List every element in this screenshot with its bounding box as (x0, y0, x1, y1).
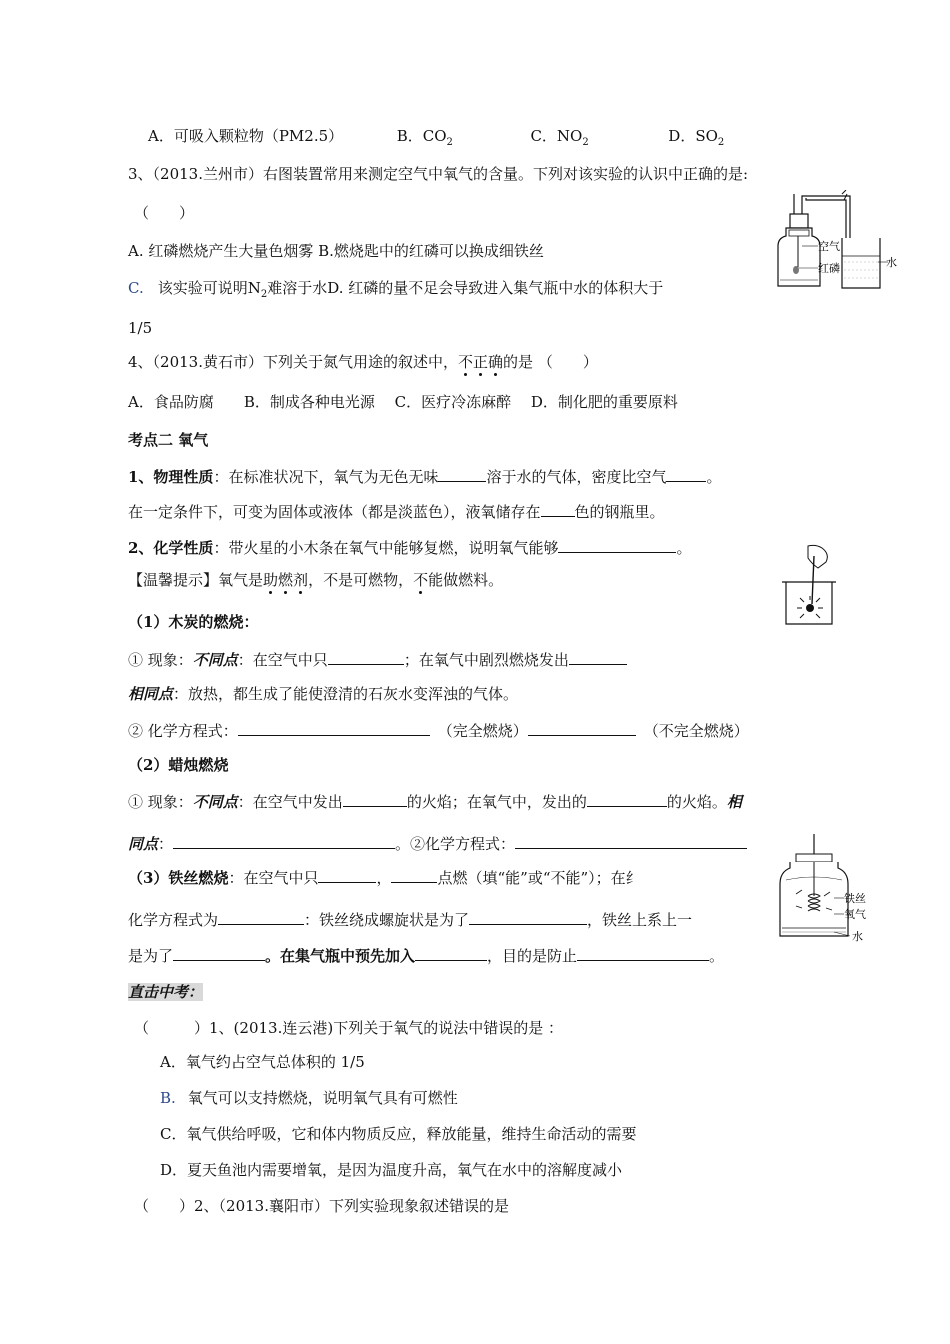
exam-q1-option-d: D．夏天鱼池内需要增氧，是因为温度升高，氧气在水中的溶解度减小 (160, 1161, 623, 1179)
iron-wire-combustion-figure (774, 832, 878, 944)
blank[interactable] (391, 866, 437, 883)
blank[interactable] (438, 465, 486, 482)
label-iron-wire: 铁丝 (844, 892, 866, 905)
chemical-properties-line: 2、化学性质：带火星的小木条在氧气中能够复燃，说明氧气能够 。 (128, 536, 691, 558)
label-air: 空气 (818, 240, 840, 253)
blank[interactable] (558, 536, 676, 553)
blank[interactable] (415, 944, 487, 961)
blank[interactable] (218, 908, 304, 925)
section-title-oxygen: 考点二 氧气 (128, 431, 209, 449)
q3-stem: 3、（2013.兰州市）右图装置常用来测定空气中氧气的含量。下列对该实验的认识中正确的是: (128, 165, 749, 183)
exam-section-title: 直击中考： (128, 983, 204, 1001)
oxygen-measurement-apparatus-figure (772, 190, 900, 292)
option-b: B．$CO_2$ (396, 127, 453, 148)
blank[interactable] (173, 944, 265, 961)
option-d: D．$SO_2$ (668, 127, 725, 148)
blank[interactable] (515, 832, 747, 849)
blank[interactable] (587, 790, 667, 807)
blank[interactable] (469, 908, 587, 925)
candle-same-and-equation: 同点： 。②化学方程式： (128, 832, 747, 854)
exam-q1-option-c: C．氧气供给呼吸，它和体内物质反应，释放能量，维持生命活动的需要 (160, 1125, 637, 1143)
charcoal-equation: ② 化学方程式： （完全燃烧） （不完全燃烧） (128, 719, 749, 741)
q3-option-continued: 1/5 (128, 319, 153, 337)
glowing-splint-figure (778, 542, 840, 630)
candle-combustion-title: （2）蜡烛燃烧 (128, 756, 229, 774)
blank[interactable] (666, 465, 706, 482)
iron-wire-line3: 是为了 。在集气瓶中预先加入 ，目的是防止 。 (128, 944, 724, 966)
option-c: C．$NO_2$ (530, 127, 589, 148)
q3-options-ab: A. 红磷燃烧产生大量色烟雾 B.燃烧匙中的红磷可以换成细铁丝 (128, 242, 544, 260)
blank[interactable] (328, 648, 404, 665)
label-oxygen: 氧气 (844, 908, 866, 921)
q4-options: A．食品防腐 B．制成各种电光源 C．医疗冷冻麻醉 D．制化肥的重要原料 (128, 393, 678, 411)
blank[interactable] (173, 832, 395, 849)
candle-phenomenon: ① 现象：不同点：在空气中发出 的火焰；在氧气中，发出的 的火焰。相 (128, 790, 742, 812)
option-a: A．可吸入颗粒物（PM2.5） (148, 127, 344, 145)
charcoal-phenomenon: ① 现象：不同点：在空气中只 ；在氧气中剧烈燃烧发出 (128, 648, 627, 670)
warm-tip: 【温馨提示】氧气是助燃剂，不是可燃物，不能做燃料。 (128, 571, 504, 589)
label-water: 水 (852, 930, 863, 943)
iron-wire-line1: （3）铁丝燃烧：在空气中只 ， 点燃（填“能”或“不能”）；在纟 (128, 866, 774, 888)
physical-properties-line1: 1、物理性质：在标准状况下，氧气为无色无味 溶于水的气体，密度比空气 。 (128, 465, 722, 487)
iron-wire-line2: 化学方程式为 ：铁丝绕成螺旋状是为了 ，铁丝上系上一 (128, 908, 774, 930)
blank[interactable] (318, 866, 376, 883)
label-water: 水 (886, 256, 897, 269)
blank[interactable] (528, 719, 636, 736)
blank[interactable] (569, 648, 627, 665)
q4-stem: 4、（2013.黄石市）下列关于氮气用途的叙述中，不正确的是 （ ） (128, 353, 598, 371)
q3-option-c: C. 该实验可说明$N_2$难溶于水D. 红磷的量不足会导致进入集气瓶中水的体积大于 (128, 279, 664, 300)
exam-q1-stem: （ ）1、(2013.连云港)下列关于氧气的说法中错误的是 ： (134, 1019, 563, 1037)
exam-q1-option-b: B. 氧气可以支持燃烧，说明氧气具有可燃性 (160, 1089, 458, 1107)
blank[interactable] (577, 944, 709, 961)
prev-question-options (148, 126, 724, 153)
exam-q1-option-a: A．氧气约占空气总体积的 1/5 (160, 1053, 365, 1071)
blank[interactable] (541, 500, 575, 517)
label-red-phosphorus: 红磷 (818, 262, 840, 275)
exam-q2-stem: （ ）2、（2013.襄阳市）下列实验现象叙述错误的是 (134, 1197, 509, 1215)
q3-answer-paren: （ ） (134, 204, 195, 222)
blank[interactable] (343, 790, 407, 807)
charcoal-combustion-title: （1）木炭的燃烧： (128, 613, 259, 631)
physical-properties-line2: 在一定条件下，可变为固体或液体（都是淡蓝色），液氧储存在 色的钢瓶里。 (128, 500, 665, 522)
charcoal-same: 相同点：放热，都生成了能使澄清的石灰水变浑浊的气体。 (128, 685, 519, 703)
blank[interactable] (238, 719, 430, 736)
